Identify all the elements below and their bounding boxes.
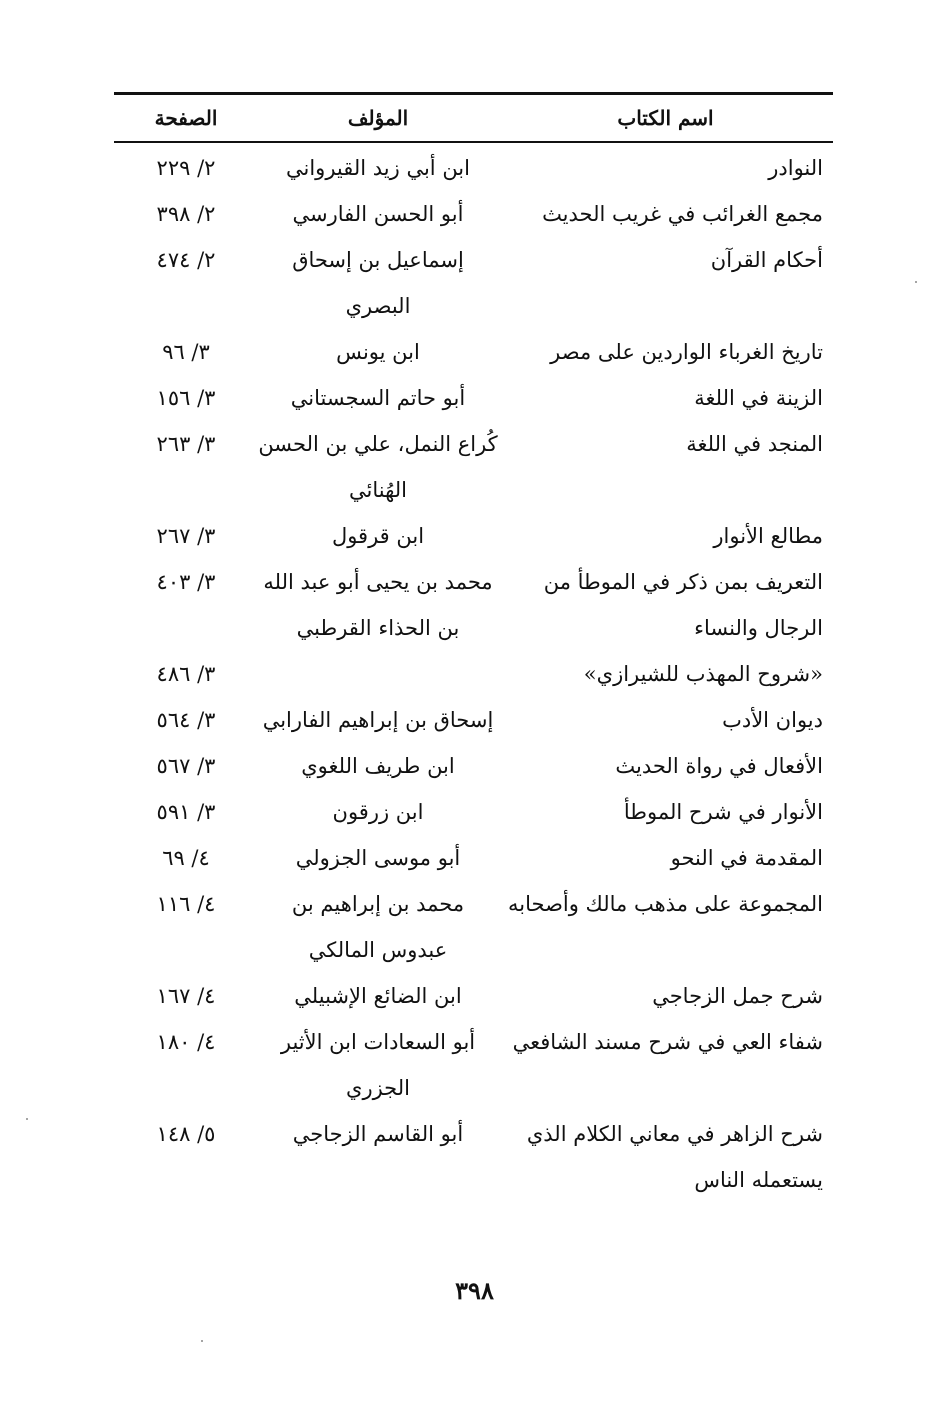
page-reference-cell: ٣/ ٤٨٦ bbox=[156, 662, 216, 686]
table-row bbox=[114, 329, 833, 375]
table-row bbox=[114, 881, 833, 973]
page-number: ٣٩٨ bbox=[455, 1276, 494, 1305]
book-title-cell: شرح الزاهر في معاني الكلام الذي يستعمله الناس bbox=[526, 1122, 823, 1192]
book-title-cell: أحكام القرآن bbox=[710, 248, 823, 272]
author-cell: ابن يونس bbox=[336, 340, 420, 364]
table-row bbox=[114, 237, 833, 329]
table-row bbox=[114, 145, 833, 191]
book-title-cell: ديوان الأدب bbox=[722, 708, 823, 732]
page-reference-cell: ٣/ ١٥٦ bbox=[156, 386, 216, 410]
scan-speck bbox=[915, 281, 917, 283]
page-reference-cell: ٣/ ٤٠٣ bbox=[156, 570, 216, 594]
table-row bbox=[114, 973, 833, 1019]
book-title-cell: الأنوار في شرح الموطأ bbox=[623, 800, 823, 824]
header-author: المؤلف bbox=[347, 106, 409, 130]
book-title-cell: مطالع الأنوار bbox=[713, 524, 823, 548]
author-cell: أبو السعادات ابن الأثير الجزري bbox=[280, 1030, 476, 1100]
author-cell: أبو القاسم الزجاجي bbox=[292, 1122, 464, 1146]
scan-speck bbox=[26, 1118, 28, 1120]
table-row bbox=[114, 191, 833, 237]
author-cell: ابن طريف اللغوي bbox=[301, 754, 455, 778]
page-reference-cell: ٣/ ٥٦٧ bbox=[156, 754, 216, 778]
book-title-cell: تاريخ الغرباء الواردين على مصر bbox=[550, 340, 823, 364]
table-row bbox=[114, 375, 833, 421]
header-book-title: اسم الكتاب bbox=[617, 106, 714, 130]
table-row bbox=[114, 1111, 833, 1203]
book-title-cell: التعريف بمن ذكر في الموطأ من الرجال والنساء bbox=[543, 570, 823, 640]
table-row bbox=[114, 1019, 833, 1111]
author-cell: ابن الضائع الإشبيلي bbox=[294, 984, 462, 1008]
table-row bbox=[114, 421, 833, 513]
scan-speck bbox=[201, 1340, 203, 1342]
author-cell: إسحاق بن إبراهيم الفارابي bbox=[262, 708, 494, 732]
page-reference-cell: ٢/ ٣٩٨ bbox=[156, 202, 216, 226]
table-body bbox=[114, 145, 833, 1203]
book-title-cell: النوادر bbox=[768, 156, 823, 180]
page-reference-cell: ٣/ ٢٦٣ bbox=[156, 432, 216, 456]
book-title-cell: المقدمة في النحو bbox=[670, 846, 823, 870]
table-row bbox=[114, 743, 833, 789]
table-row bbox=[114, 697, 833, 743]
page-reference-cell: ٥/ ١٤٨ bbox=[156, 1122, 216, 1146]
page-reference-cell: ٢/ ٤٧٤ bbox=[156, 248, 216, 272]
table-row bbox=[114, 651, 833, 697]
page-reference-cell: ٢/ ٢٢٩ bbox=[156, 156, 216, 180]
author-cell: كُراع النمل، علي بن الحسن الهُنائي bbox=[258, 432, 498, 502]
author-cell: أبو الحسن الفارسي bbox=[292, 202, 464, 226]
table-row bbox=[114, 513, 833, 559]
book-title-cell: شفاء العي في شرح مسند الشافعي bbox=[512, 1030, 823, 1054]
author-cell: أبو موسى الجزولي bbox=[295, 846, 461, 870]
page-reference-cell: ٣/ ٩٦ bbox=[162, 340, 210, 364]
book-title-cell: شرح جمل الزجاجي bbox=[652, 984, 823, 1008]
page-reference-cell: ٤/ ١٦٧ bbox=[156, 984, 216, 1008]
book-title-cell: الأفعال في رواة الحديث bbox=[615, 754, 823, 778]
author-cell: أبو حاتم السجستاني bbox=[290, 386, 466, 410]
book-title-cell: الزينة في اللغة bbox=[694, 386, 823, 410]
page-reference-cell: ٤/ ١١٦ bbox=[156, 892, 216, 916]
table-row bbox=[114, 559, 833, 651]
author-cell: ابن أبي زيد القيرواني bbox=[286, 156, 470, 180]
page-reference-cell: ٤/ ٦٩ bbox=[162, 846, 210, 870]
book-title-cell: «شروح المهذب للشيرازي» bbox=[583, 662, 823, 686]
book-title-cell: المنجد في اللغة bbox=[686, 432, 823, 456]
page-reference-cell: ٣/ ٥٩١ bbox=[156, 800, 216, 824]
header-page: الصفحة bbox=[154, 106, 218, 130]
page-reference-cell: ٣/ ٢٦٧ bbox=[156, 524, 216, 548]
table-row bbox=[114, 835, 833, 881]
table-row bbox=[114, 789, 833, 835]
book-title-cell: مجمع الغرائب في غريب الحديث bbox=[542, 202, 823, 226]
books-table bbox=[114, 95, 833, 1203]
table-header-row bbox=[114, 95, 833, 141]
author-cell: ابن زرقون bbox=[332, 800, 424, 824]
author-cell: ابن قرقول bbox=[331, 524, 425, 548]
author-cell: محمد بن يحيى أبو عبد الله بن الحذاء القرطبي bbox=[263, 570, 493, 640]
page-reference-cell: ٣/ ٥٦٤ bbox=[156, 708, 216, 732]
page-reference-cell: ٤/ ١٨٠ bbox=[156, 1030, 216, 1054]
author-cell: إسماعيل بن إسحاق البصري bbox=[292, 248, 464, 318]
author-cell: محمد بن إبراهيم بن عبدوس المالكي bbox=[291, 892, 465, 962]
book-title-cell: المجموعة على مذهب مالك وأصحابه bbox=[508, 892, 823, 916]
